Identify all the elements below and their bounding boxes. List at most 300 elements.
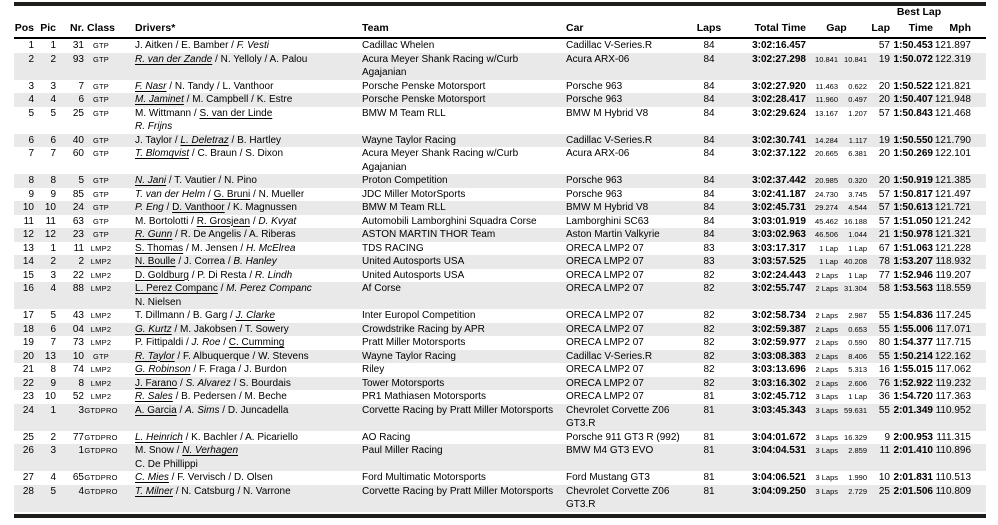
- best-lap-time-cell: 1:54.836: [893, 310, 933, 321]
- best-lap-number-cell: 36: [878, 391, 890, 402]
- laps-cell: 84: [703, 215, 715, 227]
- driver-line: A. Garcia / A. Sims / D. Juncadella: [135, 404, 289, 416]
- pic-cell: 8: [50, 364, 56, 375]
- pos-cell: 7: [28, 148, 34, 159]
- total-time-cell: 3:03:08.383: [752, 350, 806, 362]
- laps-cell: 84: [703, 107, 715, 119]
- total-time-cell: 3:02:27.298: [752, 53, 806, 65]
- drivers-cell: [118, 93, 360, 107]
- driver-name: F. Vesti: [236, 40, 269, 51]
- spacer-cell: [971, 255, 986, 269]
- team-cell: [360, 38, 563, 53]
- gap-interval-cell: 1.044: [848, 230, 867, 239]
- total-time-cell: 3:02:59.387: [752, 323, 806, 335]
- team-name: Proton Competition: [362, 175, 448, 186]
- gap-overall-cell: 2 Laps: [815, 351, 838, 361]
- gap-overall-cell: 20.985: [815, 176, 838, 185]
- total-time-cell: 3:02:16.457: [752, 40, 806, 51]
- driver-name: J. Taylor: [135, 134, 173, 146]
- driver-name: R. Sales: [135, 391, 173, 402]
- table-row: [14, 390, 986, 404]
- best-lap-number-cell: 16: [878, 364, 890, 375]
- car-number-cell: 63: [72, 215, 84, 227]
- spacer-cell: [971, 471, 986, 485]
- col-header-nr: Nr.: [56, 19, 84, 38]
- pos-cell: 27: [22, 472, 34, 483]
- driver-line: M. Bortolotti / R. Grosjean / D. Kvyat: [135, 215, 297, 227]
- best-lap-mph-cell: 117.363: [935, 391, 971, 402]
- driver-line: J. Farano / S. Alvarez / S. Bourdais: [135, 377, 291, 389]
- header-columns-row: [14, 19, 986, 38]
- team-cell: [360, 201, 563, 215]
- gap-interval-cell: 1.990: [848, 473, 867, 482]
- total-time-cell: 3:04:09.250: [752, 485, 806, 497]
- best-lap-time-cell: 1:52.946: [893, 269, 933, 281]
- gap-interval-cell: 0.622: [848, 81, 867, 91]
- car-name: ORECA LMP2 07: [566, 310, 644, 321]
- pos-cell: 11: [23, 215, 34, 227]
- best-lap-number-cell: 11: [879, 445, 890, 456]
- best-lap-mph-cell: 117.245: [935, 310, 971, 321]
- gap-overall-cell: [806, 38, 838, 53]
- best-lap-time-cell: 1:50.214: [893, 350, 933, 362]
- driver-line: L. Perez Companc / M. Perez Companc: [135, 283, 312, 294]
- best-lap-number-cell: 55: [878, 323, 890, 335]
- car-cell: [563, 404, 694, 431]
- driver-line: M. Wittmann / S. van der Linde: [135, 107, 273, 119]
- spacer-cell: [971, 93, 986, 107]
- driver-name: D. Olsen: [233, 472, 273, 483]
- class-cell: GTP: [92, 54, 110, 64]
- best-lap-time-cell: 1:50.550: [893, 134, 933, 146]
- gap-overall-cell: 13.167: [815, 108, 838, 118]
- driver-name: K. Bachler: [191, 431, 238, 443]
- gap-interval-cell: 16.188: [844, 216, 867, 226]
- driver-name: M. Jaminet: [135, 94, 184, 105]
- car-cell: [563, 93, 694, 107]
- gap-interval-cell: [838, 38, 867, 53]
- driver-line: L. Heinrich / K. Bachler / A. Picariello: [135, 431, 298, 443]
- best-lap-time-cell: 1:50.453: [893, 40, 933, 51]
- gap-interval-cell: 1 Lap: [848, 243, 867, 253]
- best-lap-time-cell: 1:50.843: [893, 107, 933, 119]
- best-lap-mph-cell: 121.948: [934, 94, 971, 105]
- class-cell: GTDPRO: [84, 405, 118, 415]
- driver-name: N. Catsburg: [181, 485, 235, 497]
- drivers-cell: [118, 390, 360, 404]
- gap-overall-cell: 1 Lap: [819, 257, 838, 266]
- table-row: [14, 188, 986, 202]
- driver-name: G. Kurtz: [135, 323, 172, 335]
- total-time-cell: 3:02:28.417: [752, 94, 806, 105]
- team-name: United Autosports USA: [362, 256, 465, 267]
- team-name: Cadillac Whelen: [362, 40, 435, 51]
- team-cell: [360, 444, 563, 471]
- drivers-cell: [118, 377, 360, 391]
- driver-name: N. Nielsen: [135, 296, 182, 308]
- gap-interval-cell: 10.841: [844, 54, 867, 64]
- team-cell: [360, 350, 563, 364]
- car-name: Chevrolet Corvette Z06: [566, 404, 670, 416]
- driver-name: P. Fittipaldi: [135, 337, 184, 348]
- gap-overall-cell: 2 Laps: [815, 378, 838, 388]
- car-number-cell: 04: [72, 323, 84, 335]
- driver-name: P. Di Resta: [197, 269, 247, 281]
- gap-overall-cell: 2 Laps: [815, 324, 838, 334]
- gap-overall-cell: 2 Laps: [815, 338, 838, 347]
- results-table: [14, 6, 986, 512]
- driver-name: T. van der Helm: [135, 188, 206, 200]
- best-lap-number-cell: 10: [878, 472, 890, 483]
- car-cell: [563, 336, 694, 350]
- team-name: United Autosports USA: [362, 269, 465, 281]
- car-number-cell: 88: [72, 283, 84, 294]
- driver-name: T. Sowery: [244, 323, 289, 335]
- gap-overall-cell: 3 Laps: [815, 446, 838, 455]
- laps-cell: 84: [703, 188, 715, 200]
- pic-cell: 3: [50, 80, 56, 92]
- best-lap-time-cell: 2:01.410: [893, 445, 933, 456]
- gap-interval-cell: 0.320: [848, 176, 867, 185]
- car-name: BMW M Hybrid V8: [566, 107, 649, 119]
- pic-cell: 9: [50, 188, 56, 200]
- spacer-cell: [971, 350, 986, 364]
- gap-overall-cell: 2 Laps: [815, 365, 838, 374]
- best-lap-time-cell: 1:53.563: [893, 283, 933, 294]
- spacer-cell: [971, 282, 986, 309]
- drivers-cell: [118, 80, 360, 94]
- car-name: ORECA LMP2 07: [566, 256, 644, 267]
- driver-name: A. Riberas: [248, 229, 296, 240]
- car-name: BMW M Hybrid V8: [566, 202, 649, 213]
- class-cell: LMP2: [90, 257, 112, 266]
- car-number-cell: 3: [78, 404, 84, 416]
- spacer-cell: [971, 431, 986, 445]
- car-name: Acura ARX-06: [566, 53, 630, 65]
- team-cell: [360, 107, 563, 134]
- best-lap-time-cell: 1:50.613: [893, 202, 933, 213]
- best-lap-mph-cell: 122.319: [934, 53, 971, 65]
- best-lap-number-cell: 25: [878, 485, 890, 497]
- table-row: [14, 147, 986, 174]
- gap-interval-cell: 1.207: [848, 108, 867, 118]
- table-row: [14, 404, 986, 431]
- col-header-car: Car: [563, 19, 694, 38]
- driver-name: L. Vanthoor: [222, 80, 274, 92]
- class-cell: GTP: [92, 230, 110, 239]
- driver-line: N. Jani / T. Vautier / N. Pino: [135, 175, 257, 186]
- best-lap-number-cell: 57: [878, 40, 890, 51]
- class-cell: LMP2: [90, 365, 112, 374]
- total-time-cell: 3:02:24.443: [752, 269, 806, 281]
- total-time-cell: 3:02:37.442: [752, 175, 806, 186]
- best-lap-mph-cell: 117.062: [935, 364, 971, 375]
- pos-cell: 16: [22, 283, 34, 294]
- drivers-cell: [118, 431, 360, 445]
- car-cell: [563, 444, 694, 471]
- driver-name: D. Juncadella: [227, 404, 289, 416]
- pos-cell: 6: [28, 134, 34, 146]
- gap-interval-cell: 59.631: [844, 405, 867, 415]
- best-lap-time-cell: 1:50.072: [893, 53, 933, 65]
- driver-name: D. Goldburg: [135, 269, 189, 281]
- best-lap-number-cell: 78: [878, 256, 890, 267]
- best-lap-number-cell: 20: [878, 80, 890, 92]
- gap-overall-cell: 3 Laps: [815, 473, 838, 482]
- driver-name: A. Garcia: [135, 404, 177, 416]
- table-row: [14, 174, 986, 188]
- pos-cell: 5: [28, 107, 34, 119]
- best-lap-number-cell: 55: [878, 310, 890, 321]
- best-lap-time-cell: 1:51.063: [893, 242, 933, 254]
- driver-line: T. Blomqvist / C. Braun / S. Dixon: [135, 148, 284, 159]
- drivers-cell: [118, 323, 360, 337]
- col-header-drivers: Drivers*: [118, 19, 360, 38]
- best-lap-time-cell: 2:00.953: [893, 431, 933, 443]
- pos-cell: 22: [22, 377, 34, 389]
- car-name: ORECA LMP2 07: [566, 364, 644, 375]
- driver-line: R. van der Zande / N. Yelloly / A. Palou: [135, 53, 308, 65]
- drivers-cell: [118, 53, 360, 80]
- table-row: [14, 363, 986, 377]
- gap-overall-cell: 11.960: [815, 95, 838, 104]
- car-name: ORECA LMP2 07: [566, 269, 644, 281]
- car-number-cell: 77: [72, 431, 84, 443]
- car-number-cell: 5: [78, 175, 84, 186]
- gap-interval-cell: 6.381: [848, 149, 867, 158]
- spacer-cell: [971, 107, 986, 134]
- team-name: Paul Miller Racing: [362, 445, 443, 456]
- drivers-cell: [118, 134, 360, 148]
- driver-name: N. Mueller: [258, 188, 305, 200]
- car-number-cell: 23: [72, 229, 84, 240]
- car-cell: [563, 431, 694, 445]
- driver-name: R. Taylor: [135, 350, 175, 362]
- class-cell: GTP: [92, 135, 110, 145]
- driver-name: N. Verhagen: [182, 445, 239, 456]
- table-row: [14, 93, 986, 107]
- driver-name: B. Pedersen: [181, 391, 237, 402]
- drivers-cell: [118, 363, 360, 377]
- pic-cell: 6: [50, 134, 56, 146]
- table-row: [14, 431, 986, 445]
- gap-overall-cell: 10.841: [815, 54, 838, 64]
- spacer-cell: [971, 80, 986, 94]
- team-name: BMW M Team RLL: [362, 202, 446, 213]
- drivers-cell: [118, 188, 360, 202]
- best-lap-mph-cell: 110.952: [935, 404, 971, 416]
- spacer-cell: [971, 134, 986, 148]
- spacer-cell: [971, 323, 986, 337]
- pos-cell: 19: [22, 337, 34, 348]
- spacer-cell: [971, 336, 986, 350]
- driver-name: N. Pino: [224, 175, 257, 186]
- spacer-cell: [971, 485, 986, 512]
- col-header-best-time: Time: [890, 19, 933, 38]
- driver-name: N. Tandy: [174, 80, 215, 92]
- best-lap-mph-cell: 110.896: [935, 445, 971, 456]
- driver-name: M. Perez Companc: [226, 283, 312, 294]
- driver-line: G. Kurtz / M. Jakobsen / T. Sowery: [135, 323, 289, 335]
- class-cell: LMP2: [90, 243, 112, 253]
- col-header-best-lap-group: Best Lap: [896, 6, 942, 18]
- best-lap-time-cell: 2:01.831: [893, 472, 933, 483]
- driver-name: F. Fraga: [198, 364, 236, 375]
- car-name: Cadillac V-Series.R: [566, 40, 653, 51]
- best-lap-mph-cell: 121.897: [934, 40, 971, 51]
- team-name: TDS RACING: [362, 242, 424, 254]
- laps-cell: 83: [703, 256, 715, 267]
- laps-cell: 82: [703, 310, 715, 321]
- car-number-cell: 22: [72, 269, 84, 281]
- drivers-cell: [118, 282, 360, 309]
- pos-cell: 3: [28, 80, 34, 92]
- best-lap-time-cell: 1:52.922: [893, 377, 933, 389]
- driver-name: C. Mies: [135, 472, 169, 483]
- laps-cell: 81: [703, 485, 715, 497]
- laps-cell: 84: [703, 202, 715, 213]
- col-header-total-time: Total Time: [724, 19, 806, 38]
- laps-cell: 83: [703, 242, 715, 254]
- drivers-cell: [118, 38, 360, 53]
- driver-line: [135, 296, 360, 310]
- car-number-cell: 25: [72, 107, 84, 119]
- driver-name: J. Farano: [135, 377, 178, 389]
- table-row: [14, 228, 986, 242]
- car-name: ORECA LMP2 07: [566, 323, 644, 335]
- table-row: [14, 282, 986, 309]
- car-cell: [563, 188, 694, 202]
- driver-name: S. Alvarez: [185, 377, 231, 389]
- best-lap-number-cell: 76: [878, 377, 890, 389]
- best-lap-time-cell: 1:50.407: [893, 94, 933, 105]
- pos-cell: 23: [22, 391, 34, 402]
- pic-cell: 6: [50, 323, 56, 335]
- gap-overall-cell: 11.463: [815, 81, 838, 91]
- driver-name: C. De Phillippi: [135, 458, 198, 470]
- bottom-rule: [14, 514, 986, 518]
- driver-name: M. Jensen: [191, 242, 238, 254]
- best-lap-time-cell: 1:55.015: [893, 364, 933, 375]
- drivers-cell: [118, 404, 360, 431]
- class-cell: LMP2: [90, 378, 112, 388]
- best-lap-mph-cell: 117.715: [935, 337, 971, 348]
- total-time-cell: 3:03:17.317: [752, 242, 806, 254]
- best-lap-number-cell: 57: [878, 107, 890, 119]
- table-row: [14, 485, 986, 512]
- driver-name: R. Lindh: [254, 269, 293, 281]
- total-time-cell: 3:03:13.696: [752, 364, 806, 375]
- driver-name: D. Kvyat: [258, 215, 297, 227]
- total-time-cell: 3:04:04.531: [752, 445, 806, 456]
- class-cell: LMP2: [90, 284, 112, 293]
- table-row: [14, 336, 986, 350]
- total-time-cell: 3:03:01.919: [752, 215, 806, 227]
- driver-line: F. Nasr / N. Tandy / L. Vanthoor: [135, 80, 274, 92]
- best-lap-time-cell: 1:50.522: [893, 80, 933, 92]
- car-number-cell: 1: [78, 445, 84, 456]
- driver-name: G. Bruni: [213, 188, 251, 200]
- team-cell: [360, 147, 563, 174]
- drivers-cell: [118, 350, 360, 364]
- team-name: Inter Europol Competition: [362, 310, 476, 321]
- class-cell: GTP: [92, 108, 110, 118]
- team-name: Af Corse: [362, 283, 401, 294]
- best-lap-time-cell: 1:50.269: [893, 148, 933, 159]
- laps-cell: 84: [703, 175, 715, 186]
- spacer-cell: [971, 309, 986, 323]
- class-cell: LMP2: [90, 270, 112, 280]
- driver-line: D. Goldburg / P. Di Resta / R. Lindh: [135, 269, 293, 281]
- driver-name: J. Roe: [191, 337, 221, 348]
- driver-name: T. Vautier: [174, 175, 216, 186]
- laps-cell: 84: [703, 94, 715, 105]
- driver-line: [135, 120, 360, 134]
- col-header-laps: Laps: [694, 19, 724, 38]
- car-cell: [563, 38, 694, 53]
- gap-interval-cell: 40.208: [844, 257, 867, 266]
- car-name: Cadillac V-Series.R: [566, 134, 653, 146]
- car-cell: [563, 80, 694, 94]
- driver-line: N. Boulle / J. Correa / B. Hanley: [135, 256, 277, 267]
- header-spacer: [971, 6, 986, 19]
- pic-cell: 10: [44, 202, 56, 213]
- best-lap-mph-cell: 118.932: [935, 256, 971, 267]
- car-number-cell: 85: [72, 188, 84, 200]
- team-name: AO Racing: [362, 431, 411, 443]
- car-name: ORECA LMP2 07: [566, 283, 644, 294]
- car-number-cell: 11: [73, 242, 84, 254]
- gap-overall-cell: 2 Laps: [815, 284, 838, 293]
- pos-cell: 17: [22, 310, 34, 321]
- driver-name: N. Boulle: [135, 256, 176, 267]
- gap-interval-cell: 2.729: [848, 486, 867, 496]
- class-cell: GTP: [92, 176, 110, 185]
- pos-cell: 2: [28, 53, 34, 65]
- best-lap-number-cell: 77: [878, 269, 890, 281]
- gap-interval-cell: 0.590: [848, 338, 867, 347]
- drivers-cell: [118, 269, 360, 283]
- drivers-cell: [118, 107, 360, 134]
- driver-line: T. van der Helm / G. Bruni / N. Mueller: [135, 188, 305, 200]
- class-cell: GTP: [92, 81, 110, 91]
- best-lap-mph-cell: 121.385: [934, 175, 971, 186]
- col-header-pos: Pos: [14, 19, 34, 38]
- team-cell: [360, 228, 563, 242]
- table-row: [14, 53, 986, 80]
- car-number-cell: 65: [72, 472, 84, 483]
- best-lap-number-cell: 55: [878, 350, 890, 362]
- driver-name: B. Garg: [192, 310, 228, 321]
- spacer-cell: [971, 390, 986, 404]
- car-number-cell: 6: [78, 94, 84, 105]
- car-name: Aston Martin Valkyrie: [566, 229, 660, 240]
- gap-overall-cell: 46.506: [815, 230, 838, 239]
- laps-cell: 84: [703, 134, 715, 146]
- team-name: Riley: [362, 364, 385, 375]
- car-name: Ford Mustang GT3: [566, 472, 650, 483]
- pic-cell: 8: [50, 175, 56, 186]
- driver-name: E. Bamber: [181, 40, 229, 51]
- car-name: Porsche 963: [566, 80, 623, 92]
- spacer-cell: [971, 444, 986, 471]
- driver-name: T. Blomqvist: [135, 148, 190, 159]
- best-lap-number-cell: 67: [878, 242, 890, 254]
- laps-cell: 82: [703, 364, 715, 375]
- total-time-cell: 3:02:29.624: [752, 107, 806, 119]
- car-number-cell: 24: [72, 202, 84, 213]
- total-time-cell: 3:03:16.302: [752, 377, 806, 389]
